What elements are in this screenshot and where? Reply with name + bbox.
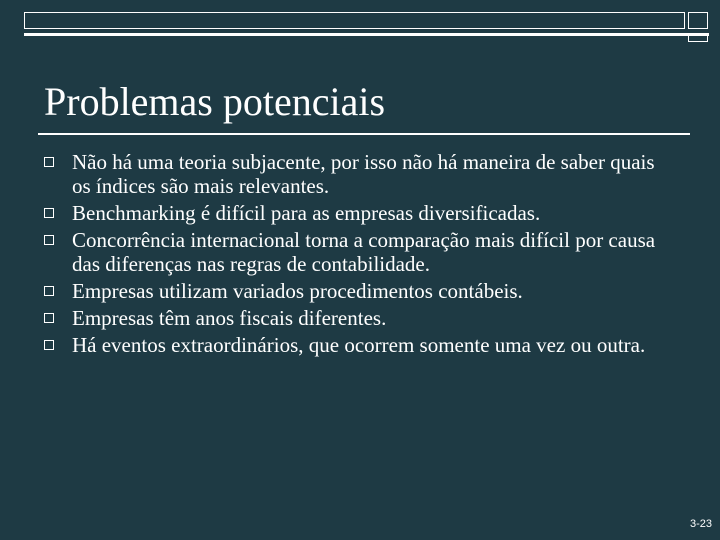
top-decoration-box-left	[24, 12, 685, 29]
bullet-item	[44, 228, 664, 276]
bullet-item	[44, 333, 664, 357]
slide-title: Problemas potenciais	[44, 79, 386, 124]
hollow-square-bullet-icon	[44, 235, 54, 245]
top-decoration-box-right-lower	[688, 33, 708, 42]
hollow-square-bullet-icon	[44, 157, 54, 167]
bullet-item	[44, 306, 664, 330]
bullet-text: Não há uma teoria subjacente, por isso não há maneira de saber quais os índices são mais relevantes.	[72, 150, 655, 198]
title-underline	[38, 133, 690, 135]
hollow-square-bullet-icon	[44, 313, 54, 323]
bullet-item	[44, 201, 664, 225]
bullet-item	[44, 150, 664, 198]
hollow-square-bullet-icon	[44, 208, 54, 218]
top-decoration-box-right	[688, 12, 708, 29]
hollow-square-bullet-icon	[44, 340, 54, 350]
bullet-text: Empresas utilizam variados procedimentos contábeis.	[72, 279, 523, 303]
bullet-item	[44, 279, 664, 303]
bullet-list	[44, 150, 664, 360]
top-decoration-line	[24, 33, 709, 36]
bullet-text: Empresas têm anos fiscais diferentes.	[72, 306, 387, 330]
bullet-text: Concorrência internacional torna a comparação mais difícil por causa das diferenças nas regras de contabilidade.	[72, 228, 656, 276]
hollow-square-bullet-icon	[44, 286, 54, 296]
bullet-text: Benchmarking é difícil para as empresas diversificadas.	[72, 201, 541, 225]
bullet-text: Há eventos extraordinários, que ocorrem somente uma vez ou outra.	[72, 333, 646, 357]
slide-number: 3-23	[689, 518, 712, 530]
